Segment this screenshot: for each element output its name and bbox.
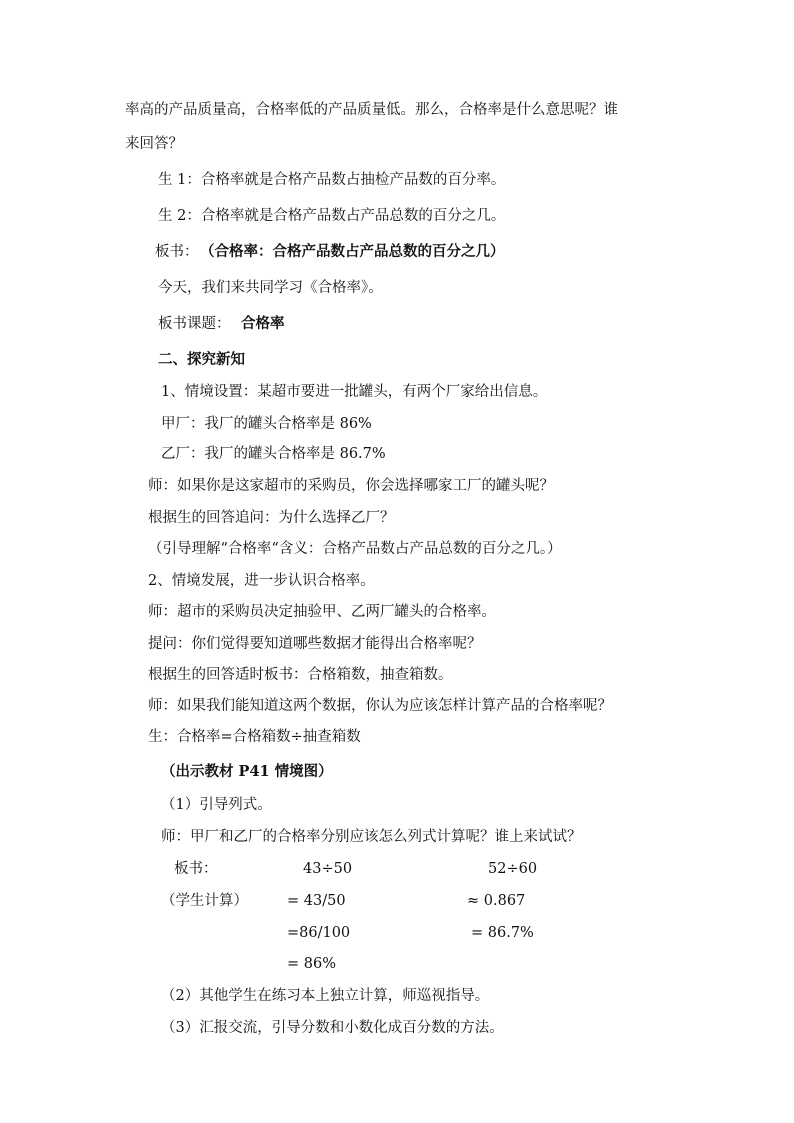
section-heading: 二、探究新知 [158,351,245,368]
text-line: （2）其他学生在练习本上独立计算，师巡视指导。 [161,988,490,1004]
text-line: 提问：你们觉得要知道哪些数据才能得出合格率呢？ [148,636,482,652]
calc-step: = 43/50 [287,893,346,909]
text-line: （1）引导列式。 [161,797,272,813]
text-line: 生 1：合格率就是合格产品数占抽检产品数的百分率。 [158,172,506,188]
text-line: 板书： [155,244,199,260]
calc-expression: 43÷50 [303,861,353,877]
text-line: 师：如果我们能知道这两个数据，你认为应该怎样计算产品的合格率呢？ [148,698,612,714]
text-line: （引导理解“合格率“含义：合格产品数占产品总数的百分之几。） [148,541,562,557]
text-line: 生：合格率=合格箱数÷抽查箱数 [148,729,361,745]
text-line: 生 2：合格率就是合格产品数占产品总数的百分之几。 [158,208,506,224]
text-line: 率高的产品质量高，合格率低的产品质量低。那么，合格率是什么意思呢？谁 [125,102,618,118]
text-line: 师：甲厂和乙厂的合格率分别应该怎么列式计算呢？谁上来试试？ [161,829,582,845]
text-line: 来回答？ [125,136,183,152]
calc-step: =86/100 [287,925,351,941]
text-line: 板书： [174,861,218,877]
lesson-title: 合格率 [241,315,285,332]
text-line: （学生计算） [161,893,248,909]
text-line: 乙厂：我厂的罐头合格率是 86.7% [161,446,386,462]
calc-step: = 86.7% [471,925,534,941]
text-line: 根据生的回答适时板书：合格箱数，抽查箱数。 [148,667,453,683]
text-line: （3）汇报交流，引导分数和小数化成百分数的方法。 [161,1020,504,1036]
text-line: 板书课题： [158,316,231,332]
calc-expression: 52÷60 [488,861,538,877]
text-line: 根据生的回答追问：为什么选择乙厂？ [148,510,395,526]
text-line: 1、情境设置：某超市要进一批罐头，有两个厂家给出信息。 [161,384,548,400]
text-line: 甲厂：我厂的罐头合格率是 86% [161,416,372,432]
board-note: （合格率：合格产品数占产品总数的百分之几） [200,243,505,260]
text-line: 今天，我们来共同学习《合格率》。 [158,280,383,296]
calc-step: ≈ 0.867 [467,893,526,909]
text-line: 师：超市的采购员决定抽验甲、乙两厂罐头的合格率。 [148,604,496,620]
text-line: 师：如果你是这家超市的采购员，你会选择哪家工厂的罐头呢？ [148,478,554,494]
textbook-note: （出示教材 P41 情境图） [161,763,333,780]
calc-step: = 86% [287,956,336,972]
text-line: 2、情境发展，进一步认识合格率。 [148,573,375,589]
